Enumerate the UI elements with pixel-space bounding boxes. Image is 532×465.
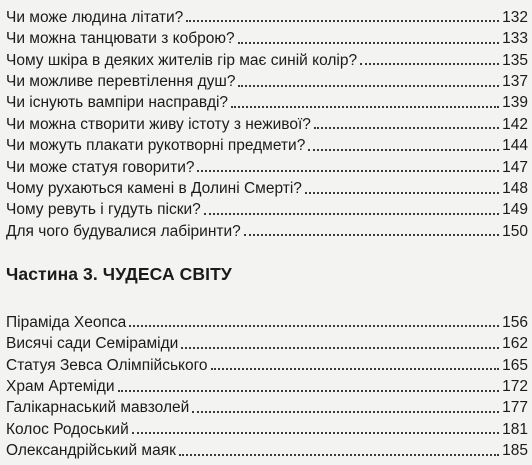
toc-entry-page: 177 [502, 399, 528, 417]
toc-entry [6, 68, 528, 89]
section-heading: Частина 3. ЧУДЕСА СВІТУ [6, 264, 232, 284]
toc-entry-title: Чи може людина літати? [6, 8, 184, 26]
dot-leader [238, 85, 499, 87]
toc-entry [6, 437, 528, 458]
toc-entry-page: 139 [502, 94, 528, 112]
toc-entry-title: Чи можна створити живу істоту з неживої? [6, 115, 311, 133]
toc-entry-page: 172 [502, 378, 528, 396]
toc-entry [6, 90, 528, 111]
toc-entry-page: 147 [502, 158, 528, 176]
toc-entry-page: 142 [502, 115, 528, 133]
toc-entry [6, 154, 528, 175]
toc-entry-title: Чи існують вампіри насправді? [6, 94, 229, 112]
toc-entry-title: Статуя Зевса Олімпійського [6, 356, 208, 374]
toc-entry-title: Для чого будувалися лабіринти? [6, 222, 241, 240]
dot-leader [197, 170, 499, 172]
dot-leader [118, 390, 500, 392]
toc-entry [6, 416, 528, 437]
toc-entry-title: Чому рухаються камені в Долині Смерті? [6, 180, 302, 198]
toc-entry [6, 330, 528, 351]
toc-entry-page: 148 [502, 180, 528, 198]
dot-leader [360, 63, 499, 65]
toc-entry-title: Чому ревуть і гудуть піски? [6, 201, 201, 219]
toc-entry-title: Чому шкіра в деяких жителів гір має синій колір? [6, 51, 358, 69]
toc-entry-title: Олександрійський маяк [6, 442, 176, 460]
toc-entry [6, 132, 528, 153]
dot-leader [314, 127, 499, 129]
toc-entry-page: 149 [502, 201, 528, 219]
dot-leader [231, 106, 499, 108]
dot-leader [211, 368, 500, 370]
dot-leader [186, 20, 499, 22]
toc-entry-title: Чи можливе перевтілення душ? [6, 73, 236, 91]
dot-leader [132, 432, 499, 434]
toc-entry-page: 135 [502, 51, 528, 69]
toc-entry-title: Чи можна танцювати з коброю? [6, 30, 235, 48]
dot-leader [179, 454, 499, 456]
toc-entry [6, 197, 528, 218]
toc-entry [6, 175, 528, 196]
toc-entry-page: 144 [502, 137, 528, 155]
dot-leader [192, 411, 499, 413]
toc-entry-title: Піраміда Хеопса [6, 313, 127, 331]
toc-list-part-3 [6, 309, 528, 459]
toc-entry [6, 218, 528, 239]
toc-entry [6, 373, 528, 394]
dot-leader [308, 149, 499, 151]
toc-entry [6, 25, 528, 46]
toc-entry [6, 395, 528, 416]
dot-leader [129, 325, 499, 327]
toc-entry-page: 181 [502, 420, 528, 438]
toc-entry-page: 137 [502, 73, 528, 91]
toc-entry [6, 309, 528, 330]
dot-leader [204, 213, 499, 215]
dot-leader [305, 192, 499, 194]
toc-entry-title: Висячі сади Семіраміди [6, 335, 179, 353]
toc-entry-page: 150 [502, 222, 528, 240]
toc-entry-page: 185 [502, 442, 528, 460]
dot-leader [244, 234, 499, 236]
dot-leader [238, 42, 500, 44]
toc-entry-page: 133 [502, 30, 528, 48]
toc-entry-page: 132 [502, 8, 528, 26]
toc-entry-title: Галікарнаський мавзолей [6, 399, 190, 417]
toc-entry-title: Чи можуть плакати рукотворні предмети? [6, 137, 306, 155]
toc-entry [6, 47, 528, 68]
toc-entry-title: Чи може статуя говорити? [6, 158, 195, 176]
toc-entry [6, 111, 528, 132]
toc-entry-title: Храм Артеміди [6, 378, 115, 396]
toc-list-previous-part [6, 4, 528, 239]
toc-entry-page: 165 [502, 356, 528, 374]
dot-leader [181, 347, 499, 349]
toc-entry-title: Колос Родоський [6, 420, 129, 438]
toc-entry-page: 156 [502, 313, 528, 331]
toc-entry [6, 4, 528, 25]
toc-entry-page: 162 [502, 335, 528, 353]
toc-entry [6, 352, 528, 373]
